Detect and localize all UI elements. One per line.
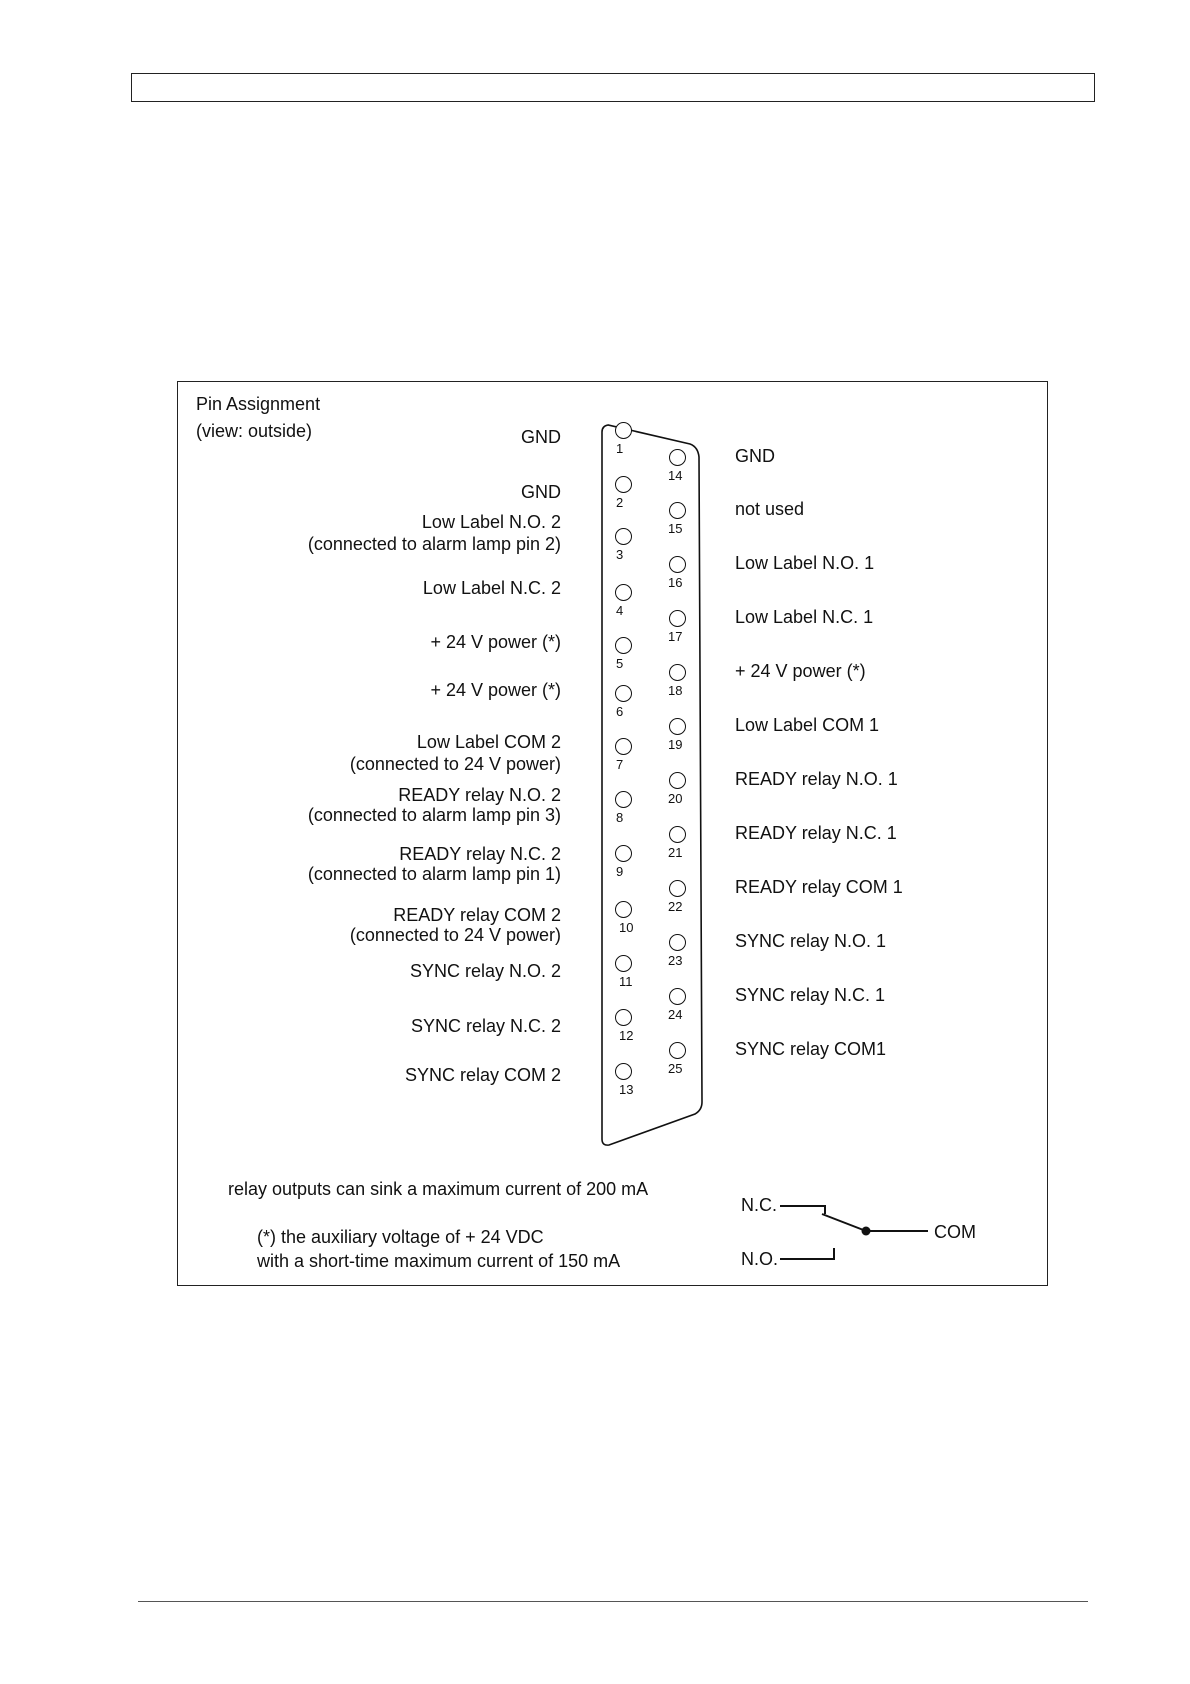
pin-2 <box>615 476 632 493</box>
pin-label-note: (connected to alarm lamp pin 3) <box>307 805 561 825</box>
aux-current-note: with a short-time maximum current of 150 mA <box>257 1251 621 1271</box>
pin-assignment-diagram <box>177 381 1048 1286</box>
pin-12 <box>615 1009 632 1026</box>
pin-number: 24 <box>668 1007 683 1022</box>
pin-label: READY relay N.C. 2 <box>399 844 561 864</box>
pin-label: READY relay N.O. 2 <box>398 785 561 805</box>
pin-11 <box>615 955 632 972</box>
pin-7 <box>615 738 632 755</box>
pin-18 <box>669 664 686 681</box>
pin-label: Low Label N.C. 2 <box>422 578 561 598</box>
pin-19 <box>669 718 686 735</box>
pin-number: 7 <box>616 757 624 772</box>
relay-no-label: N.O. <box>741 1249 779 1269</box>
pin-label: SYNC relay N.O. 2 <box>409 961 561 981</box>
pin-label-note: (connected to alarm lamp pin 1) <box>307 864 561 884</box>
pin-label: Low Label N.C. 1 <box>735 607 874 627</box>
pin-number: 4 <box>616 603 624 618</box>
pin-9 <box>615 845 632 862</box>
pin-number: 3 <box>616 547 624 562</box>
pin-label: Low Label N.O. 1 <box>735 553 875 573</box>
pin-number: 17 <box>668 629 683 644</box>
relay-nc-label: N.C. <box>741 1195 777 1215</box>
pin-5 <box>615 637 632 654</box>
pin-label: + 24 V power (*) <box>430 680 561 700</box>
pin-label: not used <box>735 499 805 519</box>
pin-number: 19 <box>668 737 683 752</box>
pin-number: 21 <box>668 845 683 860</box>
pin-13 <box>615 1063 632 1080</box>
pin-number: 18 <box>668 683 683 698</box>
pin-number: 13 <box>619 1082 634 1097</box>
diagram-subtitle: (view: outside) <box>196 421 313 441</box>
relay-current-note: relay outputs can sink a maximum current of 200 mA <box>228 1179 649 1199</box>
pin-label: Low Label COM 2 <box>416 732 561 752</box>
pin-label: READY relay COM 1 <box>735 877 903 897</box>
page-header-box <box>131 73 1095 102</box>
pin-label-note: (connected to 24 V power) <box>349 925 561 945</box>
pin-6 <box>615 685 632 702</box>
pin-label: Low Label COM 1 <box>735 715 880 735</box>
footer-rule <box>138 1601 1088 1602</box>
pin-label: GND <box>735 446 775 466</box>
pin-1 <box>615 422 632 439</box>
pin-label: Low Label N.O. 2 <box>421 512 561 532</box>
pin-label: SYNC relay N.O. 1 <box>735 931 887 951</box>
pin-number: 10 <box>619 920 634 935</box>
pin-label: GND <box>521 482 561 502</box>
pin-10 <box>615 901 632 918</box>
pin-number: 6 <box>616 704 624 719</box>
diagram-title: Pin Assignment <box>196 394 321 414</box>
pin-number: 1 <box>616 441 624 456</box>
pin-14 <box>669 449 686 466</box>
pin-label: SYNC relay COM 2 <box>404 1065 561 1085</box>
pin-number: 22 <box>668 899 683 914</box>
connector-outline <box>178 382 1049 1287</box>
pin-number: 16 <box>668 575 683 590</box>
pin-20 <box>669 772 686 789</box>
pin-23 <box>669 934 686 951</box>
pin-number: 12 <box>619 1028 634 1043</box>
pin-25 <box>669 1042 686 1059</box>
pin-label: SYNC relay N.C. 1 <box>735 985 886 1005</box>
pin-label-note: (connected to alarm lamp pin 2) <box>307 534 561 554</box>
pin-number: 20 <box>668 791 683 806</box>
pin-3 <box>615 528 632 545</box>
pin-number: 14 <box>668 468 683 483</box>
pin-number: 11 <box>619 974 633 989</box>
pin-label: SYNC relay COM1 <box>735 1039 887 1059</box>
pin-21 <box>669 826 686 843</box>
relay-com-label: COM <box>934 1222 976 1242</box>
pin-number: 23 <box>668 953 683 968</box>
aux-voltage-note: (*) the auxiliary voltage of + 24 VDC <box>257 1227 544 1247</box>
pin-16 <box>669 556 686 573</box>
pin-label: READY relay N.C. 1 <box>735 823 897 843</box>
pin-number: 15 <box>668 521 683 536</box>
pin-label: READY relay COM 2 <box>393 905 561 925</box>
pin-17 <box>669 610 686 627</box>
pin-label-note: (connected to 24 V power) <box>349 754 561 774</box>
pin-label: GND <box>521 427 561 447</box>
pin-number: 25 <box>668 1061 683 1076</box>
pin-number: 8 <box>616 810 624 825</box>
pin-number: 5 <box>616 656 624 671</box>
pin-label: SYNC relay N.C. 2 <box>410 1016 561 1036</box>
pin-8 <box>615 791 632 808</box>
pin-label: + 24 V power (*) <box>735 661 866 681</box>
pin-number: 2 <box>616 495 624 510</box>
pin-label: READY relay N.O. 1 <box>735 769 898 789</box>
pin-15 <box>669 502 686 519</box>
pin-number: 9 <box>616 864 624 879</box>
pin-4 <box>615 584 632 601</box>
pin-label: + 24 V power (*) <box>430 632 561 652</box>
pin-22 <box>669 880 686 897</box>
pin-24 <box>669 988 686 1005</box>
